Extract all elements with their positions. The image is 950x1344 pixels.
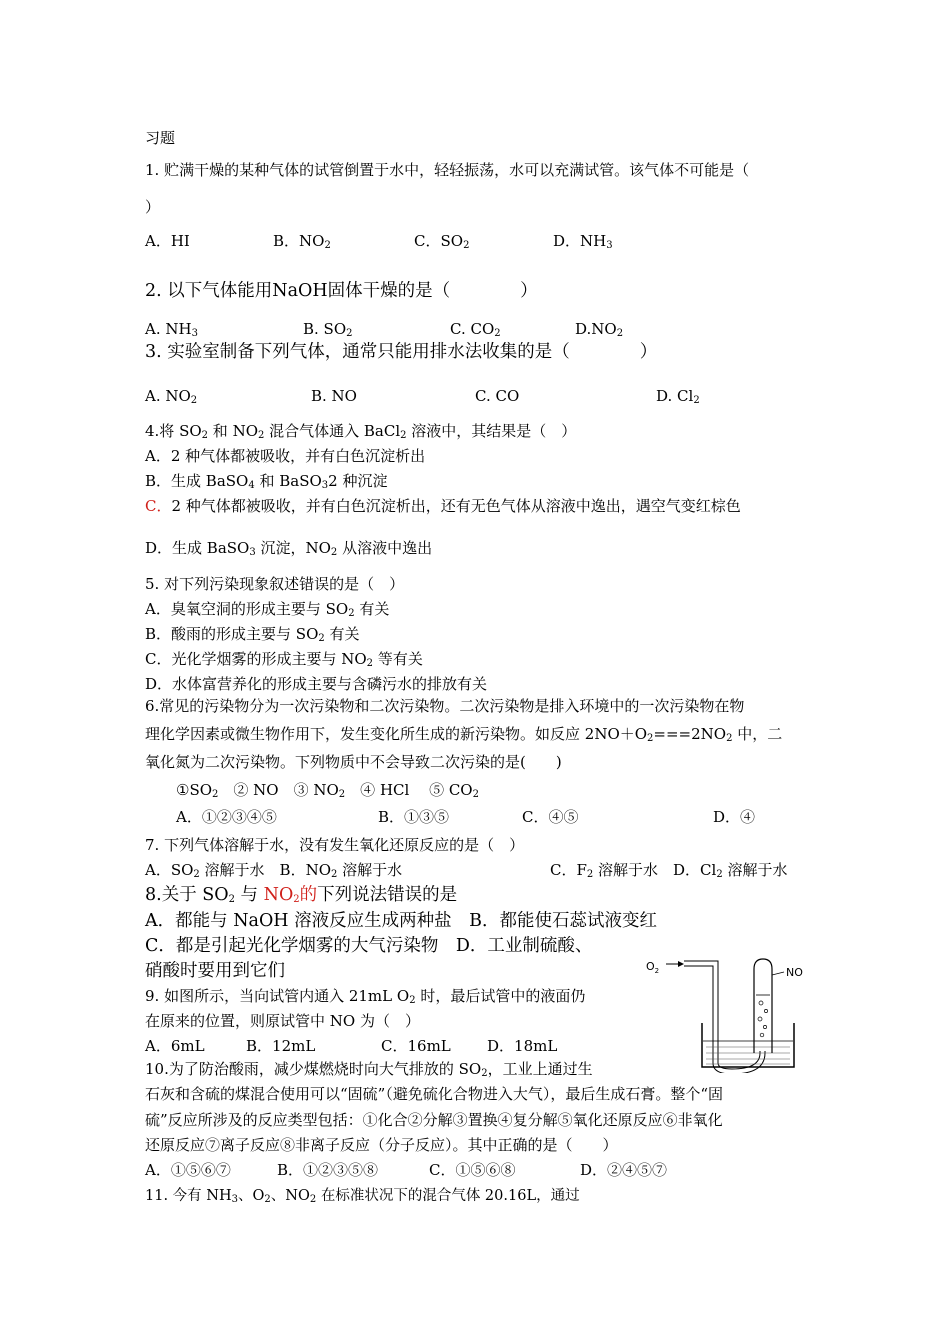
q6-option-c: C．④⑤ — [522, 808, 579, 826]
q1-option-b: B．$NO_2$ — [273, 232, 331, 251]
q8-line-3: C．都是引起光化学烟雾的大气污染物 D．工业制硫酸、 — [145, 936, 593, 956]
o2-arrow-head — [678, 961, 684, 967]
q1-stem: 1. 贮满干燥的某种气体的试管倒置于水中，轻轻振荡，水可以充满试管。该气体不可能是（ — [145, 161, 750, 179]
q9-option-c: C．16mL — [381, 1037, 451, 1055]
q2-stem: 2. 以下气体能用NaOH固体干燥的是（ ） — [145, 281, 538, 301]
q4-option-c: C．2 种气体都被吸收，并有白色沉淀析出，还有无色气体从溶液中逸出，遇空气变红棕色 — [145, 497, 741, 515]
q9-line-1: 9. 如图所示，当向试管内通入 21mL $O_2$ 时，最后试管中的液面仍 — [145, 987, 586, 1006]
q9-option-b: B．12mL — [246, 1037, 316, 1055]
q3-stem: 3. 实验室制备下列气体，通常只能用排水法收集的是（ ） — [145, 342, 658, 362]
q2-option-c: C. $CO_2$ — [450, 320, 501, 339]
q10-option-a: A．①⑤⑥⑦ — [145, 1161, 231, 1179]
q6-option-d: D．④ — [713, 808, 756, 826]
q4-option-a: A．2 种气体都被吸收，并有白色沉淀析出 — [145, 447, 426, 465]
q1-option-d: D．$NH_3$ — [553, 232, 613, 251]
q9-line-2: 在原来的位置，则原试管中 NO 为（ ） — [145, 1012, 420, 1030]
q5-option-d: D．水体富营养化的形成主要与含磷污水的排放有关 — [145, 675, 488, 693]
q6-line-2: 理化学因素或微生物作用下，发生变化所生成的新污染物。如反应 $2NO+O_2===2NO_2$ 中，二 — [145, 725, 783, 744]
q6-items: $①SO_2$ ② NO ③ $NO_2$ ④ HCl ⑤ $CO_2$ — [176, 781, 479, 800]
q3-option-a: A. $NO_2$ — [145, 387, 198, 406]
q6-line-1: 6.常见的污染物分为一次污染物和二次污染物。二次污染物是排入环境中的一次污染物在物 — [145, 697, 745, 715]
q4-option-d: D．生成 BaSO$_3$ 沉淀，$NO_2$ 从溶液中逸出 — [145, 539, 433, 558]
no-label: NO — [786, 966, 803, 979]
q7-options-cd: C．$F_2$ 溶解于水 D．$Cl_2$ 溶解于水 — [550, 861, 788, 880]
q5-option-a: A．臭氧空洞的形成主要与 $SO_2$ 有关 — [145, 600, 390, 619]
q10-option-b: B．①②③⑤⑧ — [277, 1161, 379, 1179]
no-label-leader — [772, 972, 784, 975]
section-title: 习题 — [145, 129, 176, 147]
q9-option-a: A．6mL — [145, 1037, 205, 1055]
test-tube — [754, 959, 772, 1053]
q6-option-a: A．①②③④⑤ — [176, 808, 277, 826]
q4-option-b: B．生成 BaSO$_4$ 和 BaSO$_3$2 种沉淀 — [145, 472, 388, 491]
q11-line-1: 11. 今有 $NH_3$、$O_2$、$NO_2$ 在标准状况下的混合气体 20.16L，通过 — [145, 1188, 580, 1205]
water-trough — [702, 1023, 794, 1067]
q10-line-1: 10.为了防治酸雨，减少煤燃烧时向大气排放的 $SO_2$，工业上通过生 — [145, 1060, 593, 1079]
q3-option-c: C. CO — [475, 387, 520, 405]
q2-option-b: B. $SO_2$ — [303, 320, 353, 339]
q6-option-b: B．①③⑤ — [378, 808, 450, 826]
q4-option-c-letter: C． — [145, 497, 172, 515]
q10-line-3: 硫”反应所涉及的反应类型包括：①化合②分解③置换④复分解⑤氧化还原反应⑥非氧化 — [145, 1111, 723, 1129]
q1-stem-close: ） — [145, 198, 161, 216]
delivery-tube-inner — [684, 966, 765, 1073]
water-hatching — [706, 1047, 790, 1064]
q7-stem: 7. 下列气体溶解于水，没有发生氧化还原反应的是（ ） — [145, 836, 525, 854]
q2-option-a: A. $NH_3$ — [145, 320, 198, 339]
q2-option-d: $D.NO_2$ — [575, 320, 624, 339]
q8-stem: 8.关于 $SO_2$ 与 $NO_2$的下列说法错误的是 — [145, 885, 458, 905]
q8-highlight: $NO_2$的 — [263, 885, 318, 905]
q5-stem: 5. 对下列污染现象叙述错误的是（ ） — [145, 575, 405, 593]
q10-option-d: D．②④⑤⑦ — [580, 1161, 668, 1179]
gas-bubbles — [758, 1001, 768, 1037]
q10-line-4: 还原反应⑦离子反应⑧非离子反应（分子反应）。其中正确的是（ ） — [145, 1136, 618, 1154]
o2-label: $O_2$ — [646, 960, 660, 975]
q1-option-c: C．$SO_2$ — [414, 232, 470, 251]
q6-line-3: 氧化氮为二次污染物。下列物质中不会导致二次污染的是( ) — [145, 753, 562, 771]
q1-option-a: A．HI — [145, 232, 190, 250]
q10-line-2: 石灰和含硫的煤混合使用可以“固硫”（避免硫化合物进入大气），最后生成石膏。整个“固 — [145, 1085, 724, 1103]
q3-option-d: D. $Cl_2$ — [656, 387, 700, 406]
q9-option-d: D．18mL — [487, 1037, 558, 1055]
q8-line-4: 硝酸时要用到它们 — [145, 961, 285, 981]
q4-stem: 4.将 $SO_2$ 和 $NO_2$ 混合气体通入 BaCl$_2$ 溶液中，其结果是（ ） — [145, 422, 577, 441]
q8-line-2: A．都能与 NaOH 溶液反应生成两种盐 B．都能使石蕊试液变红 — [145, 911, 657, 931]
q5-option-b: B．酸雨的形成主要与 $SO_2$ 有关 — [145, 625, 360, 644]
q5-option-c: C．光化学烟雾的形成主要与 $NO_2$ 等有关 — [145, 650, 423, 669]
q10-option-c: C．①⑤⑥⑧ — [429, 1161, 516, 1179]
q3-option-b: B. NO — [311, 387, 357, 405]
q7-options-ab: A．$SO_2$ 溶解于水 B．$NO_2$ 溶解于水 — [145, 861, 403, 880]
q9-apparatus-figure — [644, 955, 812, 1073]
